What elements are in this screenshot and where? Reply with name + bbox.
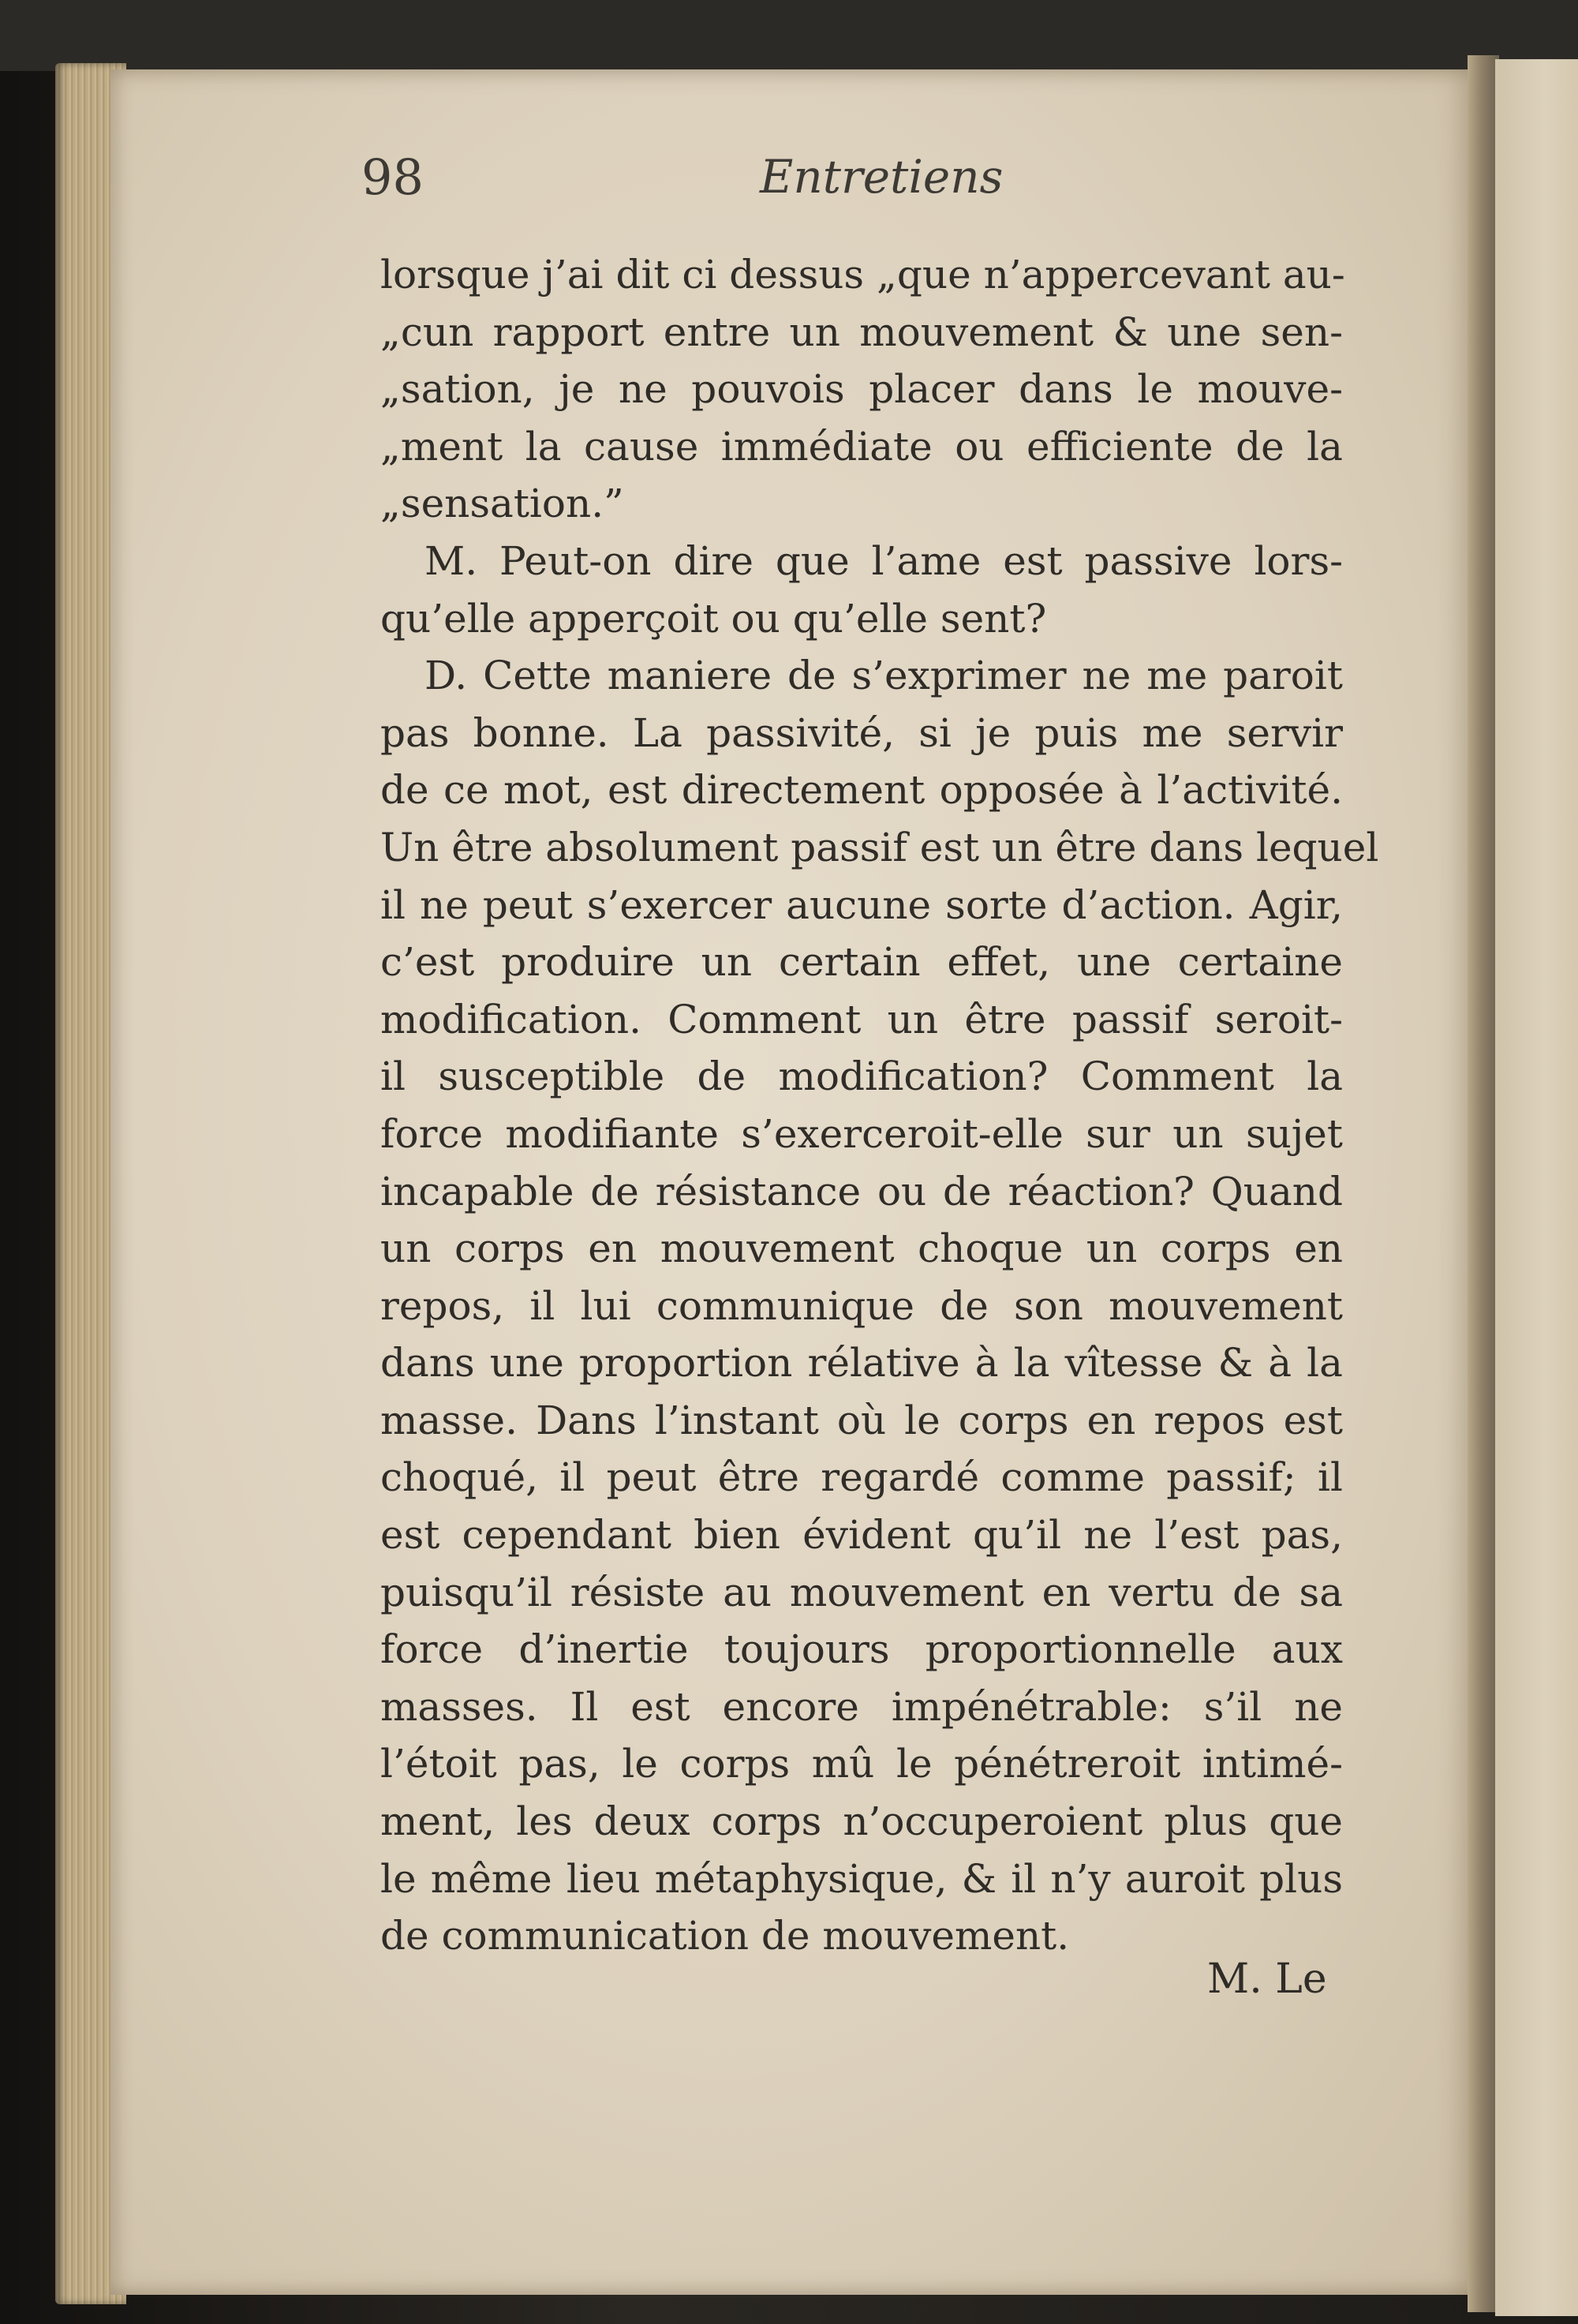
text-line: ment, les deux corps n’occuperoient plus que <box>380 1798 1343 1845</box>
text-line: repos, il lui communique de son mouvement <box>380 1282 1343 1329</box>
text-line: masse. Dans l’instant où le corps en repos est <box>380 1397 1343 1443</box>
text-line: „sensation.” <box>380 481 624 527</box>
book-gutter <box>1468 55 1499 2312</box>
text-line: „cun rapport entre un mouvement & une sen- <box>380 309 1343 355</box>
text-line: puisqu’il résiste au mouvement en vertu de sa <box>380 1569 1343 1615</box>
text-line: lorsque j’ai dit ci dessus „que n’appercevant au- <box>380 252 1345 298</box>
text-line: D. Cette maniere de s’exprimer ne me paroit <box>424 653 1343 699</box>
text-line: incapable de résistance ou de réaction? Quand <box>380 1168 1343 1214</box>
text-line: il susceptible de modification? Comment la <box>380 1053 1343 1100</box>
text-line: masses. Il est encore impénétrable: s’il ne <box>380 1683 1343 1730</box>
text-line: le même lieu métaphysique, & il n’y auroit plus <box>380 1855 1343 1902</box>
body-text <box>380 246 1379 1965</box>
text-line: est cependant bien évident qu’il ne l’est pas, <box>380 1512 1343 1559</box>
text-line: pas bonne. La passivité, si je puis me servir <box>380 709 1343 756</box>
text-line: modification. Comment un être passif seroit- <box>380 996 1343 1042</box>
text-line: force d’inertie toujours proportionnelle aux <box>380 1626 1343 1673</box>
text-line: dans une proportion rélative à la vîtesse & à la <box>380 1340 1343 1387</box>
catchword: M. Le <box>1207 1955 1327 2003</box>
running-head: Entretiens <box>760 150 1004 204</box>
text-line: un corps en mouvement choque un corps en <box>380 1226 1343 1272</box>
text-line: choqué, il peut être regardé comme passif; il <box>380 1454 1343 1501</box>
text-line: l’étoit pas, le corps mû le pénétreroit intimé- <box>380 1741 1343 1787</box>
text-line: de ce mot, est directement opposée à l’activité. <box>380 767 1343 814</box>
page-number: 98 <box>361 148 424 206</box>
page-header <box>361 142 1356 213</box>
book-cover-top <box>0 0 1578 71</box>
text-line: c’est produire un certain effet, une certaine <box>380 939 1343 986</box>
text-line: qu’elle apperçoit ou qu’elle sent? <box>380 595 1047 642</box>
text-line: force modifiante s’exerceroit-elle sur un sujet <box>380 1110 1343 1157</box>
text-line: il ne peut s’exercer aucune sorte d’action. Agir, <box>380 881 1343 928</box>
text-line: „ment la cause immédiate ou efficiente de la <box>380 423 1343 470</box>
text-line: de communication de mouvement. <box>380 1913 1070 1959</box>
text-line: „sation, je ne pouvois placer dans le mouve- <box>380 366 1343 413</box>
text-line: Un être absolument passif est un être dans lequel <box>380 824 1379 870</box>
text-line: M. Peut-on dire que l’ame est passive lors- <box>424 537 1343 584</box>
facing-page-edge <box>1495 59 1578 2316</box>
